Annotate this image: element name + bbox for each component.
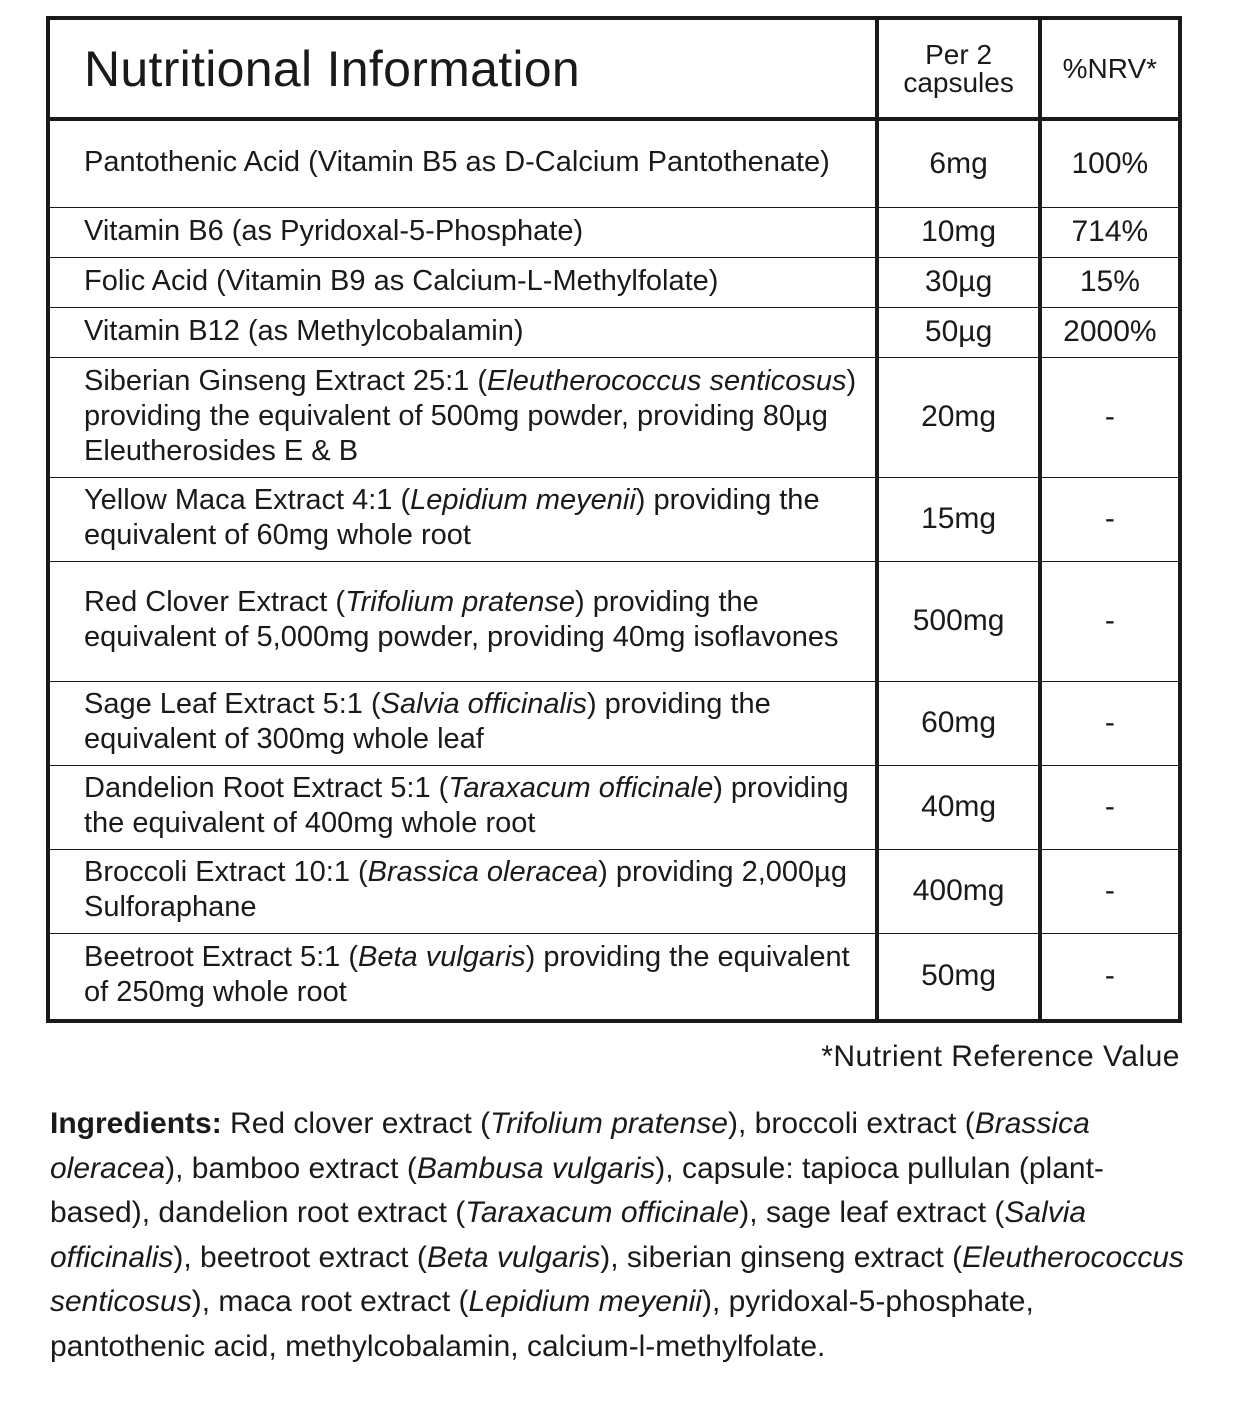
nutrient-text: ) providing the equivalent of 60mg whole root (84, 484, 820, 551)
nrv-cell: - (1040, 561, 1180, 681)
table-row (48, 357, 1180, 477)
amount-header-line1: Per 2 (925, 38, 993, 70)
nutrient-name (48, 849, 877, 933)
table-row (48, 849, 1180, 933)
table-row (48, 681, 1180, 765)
nutrient-text: ) providing the equivalent of 5,000mg powder, providing 40mg isoflavones (84, 586, 839, 653)
ingredient-text: ), bamboo extract ( (165, 1151, 417, 1185)
amount-header-line2: capsules (903, 66, 1014, 98)
ingredient-latin-name: Eleutherococcus senticosus (50, 1240, 1184, 1318)
table-row (48, 765, 1180, 849)
amount-cell: 50mg (877, 933, 1039, 1021)
table-row (48, 307, 1180, 357)
nutrient-text: ) providing 2,000µg Sulforaphane (84, 856, 848, 923)
ingredients-paragraph (50, 1102, 1190, 1369)
latin-name: Trifolium pratense (345, 586, 576, 618)
latin-name: Salvia officinalis (380, 688, 587, 720)
nrv-cell: - (1040, 477, 1180, 561)
nrv-cell: - (1040, 933, 1180, 1021)
nutrient-text: ) providing the equivalent of 300mg whole leaf (84, 688, 771, 755)
nrv-column-header: %NRV* (1040, 18, 1180, 119)
ingredient-text: ), broccoli extract ( (727, 1107, 975, 1140)
nrv-cell: 15% (1040, 257, 1180, 307)
nutrient-name (48, 933, 877, 1021)
table-row (48, 257, 1180, 307)
ingredient-text: ), capsule: tapioca pullulan (plant-based), dandelion root extract ( (50, 1151, 1104, 1229)
amount-cell: 6mg (877, 119, 1039, 207)
table-row (48, 119, 1180, 207)
latin-name: Beta vulgaris (358, 941, 526, 974)
nutrient-name (48, 207, 877, 257)
nutrient-text: Folic Acid (Vitamin B9 as Calcium-L-Methylfolate) (84, 264, 719, 297)
ingredient-latin-name: Trifolium pratense (490, 1107, 728, 1140)
nrv-cell: 714% (1040, 207, 1180, 257)
nutrient-text: Vitamin B6 (as Pyridoxal-5-Phosphate) (84, 214, 584, 247)
amount-cell: 50µg (877, 307, 1039, 357)
nutrient-text: Beetroot Extract 5:1 ( (84, 941, 359, 974)
ingredients-text (50, 1107, 1184, 1363)
table-row (48, 477, 1180, 561)
amount-cell: 40mg (877, 765, 1039, 849)
amount-cell: 400mg (877, 849, 1039, 933)
nutrient-text: Vitamin B12 (as Methylcobalamin) (84, 314, 524, 347)
nrv-cell: - (1040, 357, 1180, 477)
nutrient-text: Sage Leaf Extract 5:1 ( (84, 688, 381, 720)
ingredient-text: Red clover extract ( (221, 1107, 491, 1140)
ingredient-text: ), maca root extract ( (191, 1285, 469, 1318)
nutrient-name (48, 357, 877, 477)
amount-cell: 15mg (877, 477, 1039, 561)
nrv-cell: - (1040, 681, 1180, 765)
nutrient-text: ) providing the equivalent of 500mg powder, providing 80µg Eleutherosides E & B (84, 364, 857, 467)
ingredient-latin-name: Bambusa vulgaris (416, 1151, 656, 1185)
nutrient-name (48, 119, 877, 207)
ingredient-latin-name: Lepidium meyenii (468, 1285, 702, 1318)
amount-column-header (877, 18, 1039, 119)
ingredient-text: ), beetroot extract ( (173, 1240, 427, 1274)
nutrient-name (48, 765, 877, 849)
table-row (48, 207, 1180, 257)
nutrition-table (46, 16, 1182, 1023)
ingredient-latin-name: Beta vulgaris (426, 1240, 601, 1274)
amount-cell: 30µg (877, 257, 1039, 307)
nrv-cell: 2000% (1040, 307, 1180, 357)
ingredient-text: ), siberian ginseng extract ( (600, 1240, 963, 1274)
amount-cell: 500mg (877, 561, 1039, 681)
table-title: Nutritional Information (48, 18, 877, 119)
nutrient-text: Yellow Maca Extract 4:1 ( (84, 484, 411, 516)
footnote: *Nutrient Reference Value (821, 1040, 1180, 1073)
nrv-cell: - (1040, 765, 1180, 849)
nutrient-name (48, 307, 877, 357)
nutrient-name (48, 561, 877, 681)
table-row (48, 561, 1180, 681)
nutrient-text: ) providing the equivalent of 250mg whole root (84, 941, 850, 1009)
ingredient-latin-name: Salvia officinalis (50, 1196, 1087, 1274)
nutrient-text: ) providing the equivalent of 400mg whole root (84, 772, 849, 839)
table-row (48, 933, 1180, 1021)
nutrient-name (48, 257, 877, 307)
ingredient-text: ), sage leaf extract ( (739, 1196, 1005, 1229)
nutrient-name (48, 681, 877, 765)
nutrient-text: Pantothenic Acid (Vitamin B5 as D-Calcium Pantothenate) (84, 146, 830, 179)
nutrient-name (48, 477, 877, 561)
latin-name: Lepidium meyenii (410, 484, 636, 516)
ingredient-text: ), pyridoxal-5-phosphate, pantothenic acid, methylcobalamin, calcium-l-methylfolate. (50, 1285, 1034, 1363)
amount-cell: 10mg (877, 207, 1039, 257)
table-body (48, 119, 1180, 1021)
nutrient-text: Broccoli Extract 10:1 ( (84, 856, 368, 888)
table-header-row (48, 18, 1180, 119)
nutrient-text: Siberian Ginseng Extract 25:1 ( (84, 364, 487, 397)
ingredient-latin-name: Brassica oleracea (50, 1107, 1090, 1185)
nutrient-text: Red Clover Extract ( (84, 586, 346, 618)
nutrient-text: Dandelion Root Extract 5:1 ( (84, 772, 449, 804)
amount-cell: 60mg (877, 681, 1039, 765)
latin-name: Brassica oleracea (367, 856, 599, 888)
latin-name: Taraxacum officinale (448, 772, 714, 804)
ingredients-label: Ingredients: (50, 1107, 222, 1140)
latin-name: Eleutherococcus senticosus (486, 364, 847, 397)
ingredient-latin-name: Taraxacum officinale (465, 1196, 740, 1229)
nrv-cell: 100% (1040, 119, 1180, 207)
nrv-cell: - (1040, 849, 1180, 933)
amount-cell: 20mg (877, 357, 1039, 477)
